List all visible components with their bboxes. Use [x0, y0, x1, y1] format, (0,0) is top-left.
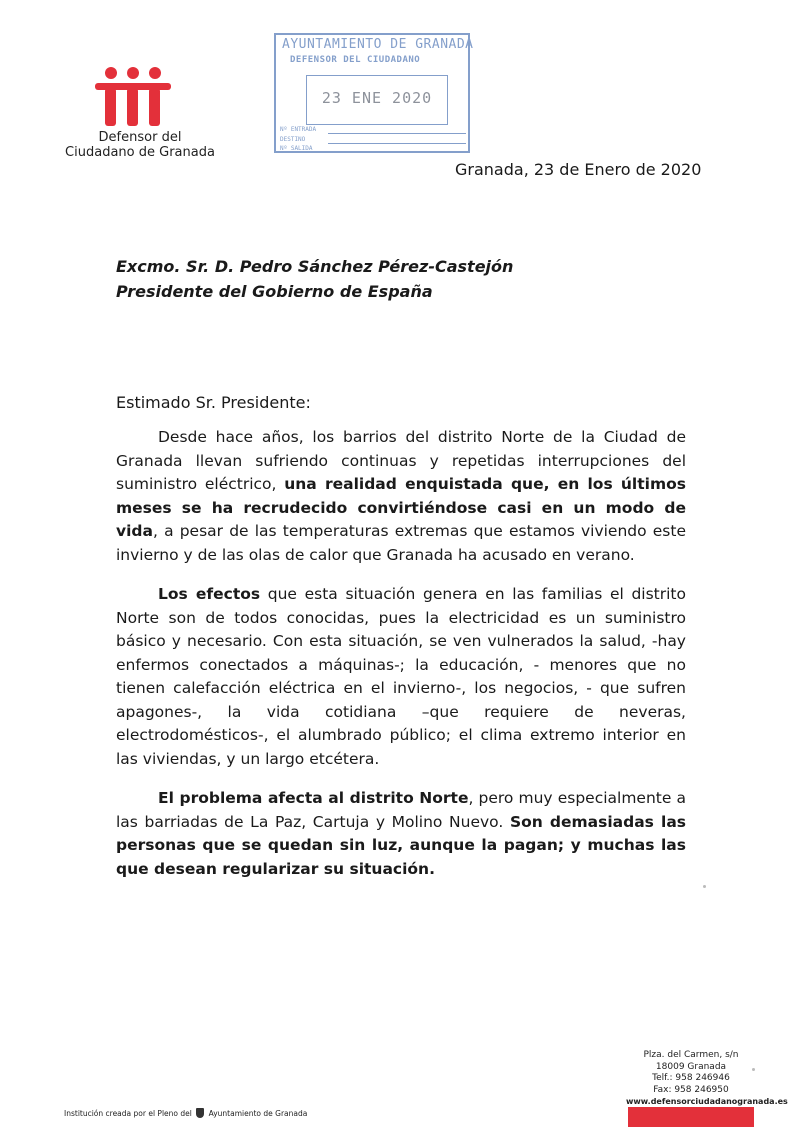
paragraph-1 — [116, 426, 686, 567]
stamp-title: AYUNTAMIENTO DE GRANADA — [282, 37, 474, 52]
paragraph-2-bold: Los — [158, 585, 196, 603]
address-website: www.defensorciudadanogranada.es — [626, 1097, 788, 1106]
paragraph-2 — [116, 583, 686, 771]
letter-body — [116, 426, 686, 897]
stamp-destination-label: DESTINO — [280, 136, 306, 143]
scan-speck — [703, 885, 706, 888]
footer-note — [64, 1108, 307, 1118]
recipient-title: Presidente del Gobierno de España — [116, 282, 433, 301]
stamp-rule — [328, 143, 466, 144]
registry-stamp — [274, 33, 474, 153]
logo-line-1: Defensor del — [98, 130, 182, 145]
address-fax: Fax: 958 246950 — [653, 1084, 729, 1095]
footer-text: Institución creada por el Pleno del — [64, 1109, 192, 1118]
contact-address — [626, 1050, 788, 1108]
paragraph-1-text: , a pesar de las temperaturas extremas que estamos viviendo este invierno y de las olas de calor que Granada ha acusado en verano. — [116, 522, 686, 564]
address-city: 18009 Granada — [655, 1061, 727, 1072]
paragraph-2-bold: efectos — [195, 585, 261, 603]
recipient-block — [116, 254, 513, 304]
recipient-name: Excmo. Sr. D. Pedro Sánchez Pérez-Castejón — [116, 257, 514, 276]
footer-text: Ayuntamiento de Granada — [208, 1109, 308, 1118]
city-crest-icon — [196, 1108, 204, 1118]
paragraph-3-bold: El problema afecta al distrito Norte — [158, 789, 469, 807]
salutation: Estimado Sr. Presidente: — [116, 393, 311, 412]
logo-line-2: Ciudadano de Granada — [65, 145, 215, 160]
stamp-date: 23 ENE 2020 — [321, 89, 433, 107]
paragraph-2-text: que esta situación genera en las familias el distrito Norte son de todos conocidas, pues la electricidad es un suministro básico y necesario. Con esta situación, se ven vulnerados la salud, -hay enfermos conectados a máquinas-; la educación, - menores que no tienen calefacción eléctrica en el invierno-, los negocios, - que sufren apagones-, la vida cotidiana –que requiere de neveras, electrodomésticos-, el alumbrado público; el clima extremo interior en las viviendas, y un largo etcétera. — [116, 585, 686, 768]
stamp-subtitle: DEFENSOR DEL CIUDADANO — [290, 55, 421, 65]
three-figures-logo-icon — [93, 66, 173, 128]
paragraph-3-bold: Son demasiadas las personas que se quedan sin luz, aunque la pagan; y muchas las que desean regularizar su situación. — [116, 812, 686, 878]
stamp-entry-label: Nº ENTRADA — [280, 126, 317, 133]
brand-color-bar — [628, 1107, 754, 1127]
letter-date: Granada, 23 de Enero de 2020 — [455, 160, 702, 179]
paragraph-1-text: Desde hace años, los barrios del distrito Norte de la Ciudad de Granada llevan sufriendo continuas y repetidas interrupciones del suministro eléctrico, — [116, 428, 686, 493]
paragraph-3-text: , pero muy especialmente a las barriadas de La Paz, Cartuja y Molino Nuevo. — [116, 789, 687, 831]
address-phone: Telf.: 958 246946 — [652, 1073, 730, 1083]
stamp-rule — [328, 133, 466, 134]
stamp-exit-label: Nº SALIDA — [280, 145, 313, 152]
address-street: Plza. del Carmen, s/n — [643, 1050, 739, 1060]
defensor-logo — [60, 66, 220, 160]
paragraph-3 — [116, 787, 686, 881]
paragraph-1-bold: una realidad enquistada que, en los últimos meses se ha recrudecido convirtiéndose casi en un modo de vida — [116, 475, 686, 540]
stamp-date-box — [306, 75, 448, 125]
logo-text — [60, 130, 220, 160]
